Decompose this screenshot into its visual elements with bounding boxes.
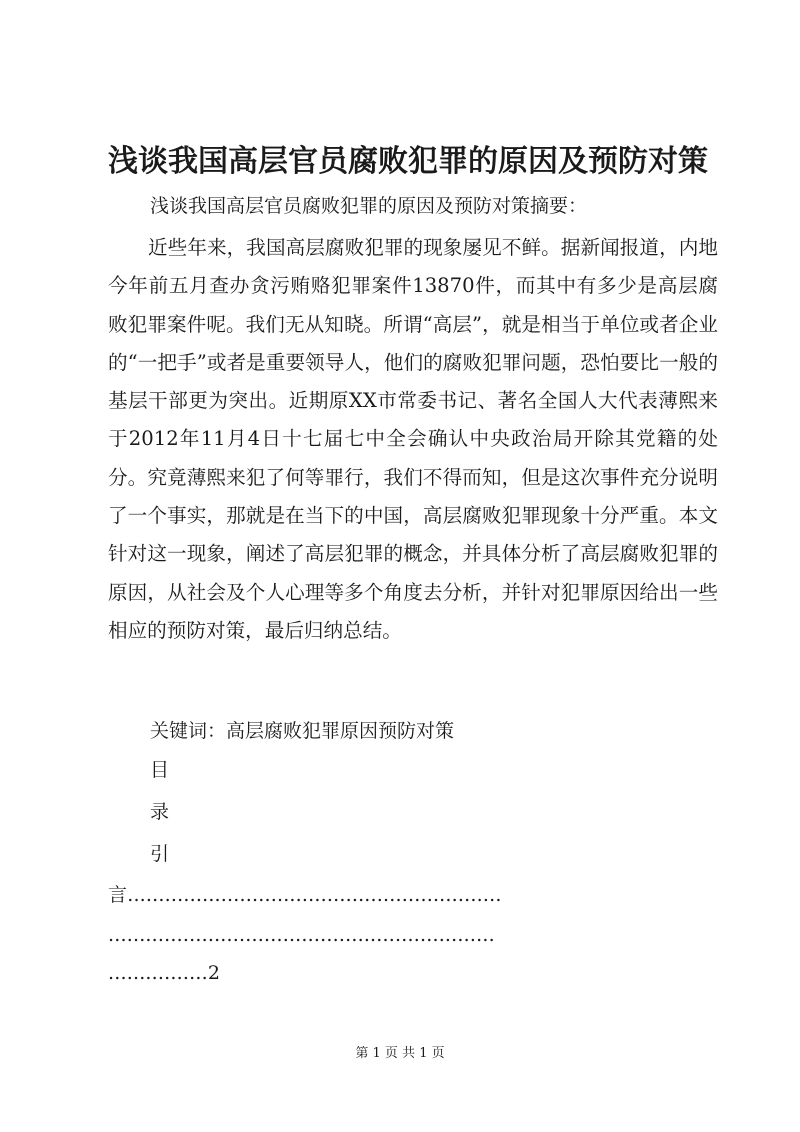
keywords-line: 关键词：高层腐败犯罪原因预防对策 bbox=[150, 720, 455, 742]
toc-entry-line-2: .............................................................. bbox=[108, 924, 495, 946]
toc-heading-char-2: 录 bbox=[150, 801, 170, 823]
abstract-heading: 浅谈我国高层官员腐败犯罪的原因及预防对策摘要： bbox=[150, 195, 588, 217]
toc-heading-char-1: 目 bbox=[150, 759, 170, 781]
toc-entry-line-3: ................2 bbox=[108, 962, 221, 984]
document-title: 浅谈我国高层官员腐败犯罪的原因及预防对策 bbox=[108, 144, 708, 179]
toc-intro-char: 引 bbox=[150, 843, 170, 865]
page-footer: 第 1 页 共 1 页 bbox=[355, 1046, 445, 1061]
toc-entry-line-1: 言............................................................ bbox=[108, 884, 502, 906]
abstract-paragraph: 近些年来，我国高层腐败犯罪的现象屡见不鲜。据新闻报道，内地今年前五月查办贪污贿赂犯罪案件13870件，而其中有多少是高层腐败犯罪案件呢。我们无从知晓。所谓“高层”，就是相当于单位或者企业的“一把手”或者是重要领导人，他们的腐败犯罪问题，恐怕要比一般的基层干部更为突出。近期原XX市常委书记、著名全国人大代表薄熙来于2012年11月4日十七届七中全会确认中央政治局开除其党籍的处分。究竟薄熙来犯了何等罪行，我们不得而知，但是这次事件充分说明了一个事实，那就是在当下的中国，高层腐败犯罪现象十分严重。本文针对这一现象，阐述了高层犯罪的概念，并具体分析了高层腐败犯罪的原因，从社会及个人心理等多个角度去分析，并针对犯罪原因给出一些相应的预防对策，最后归纳总结。 bbox=[108, 236, 718, 642]
